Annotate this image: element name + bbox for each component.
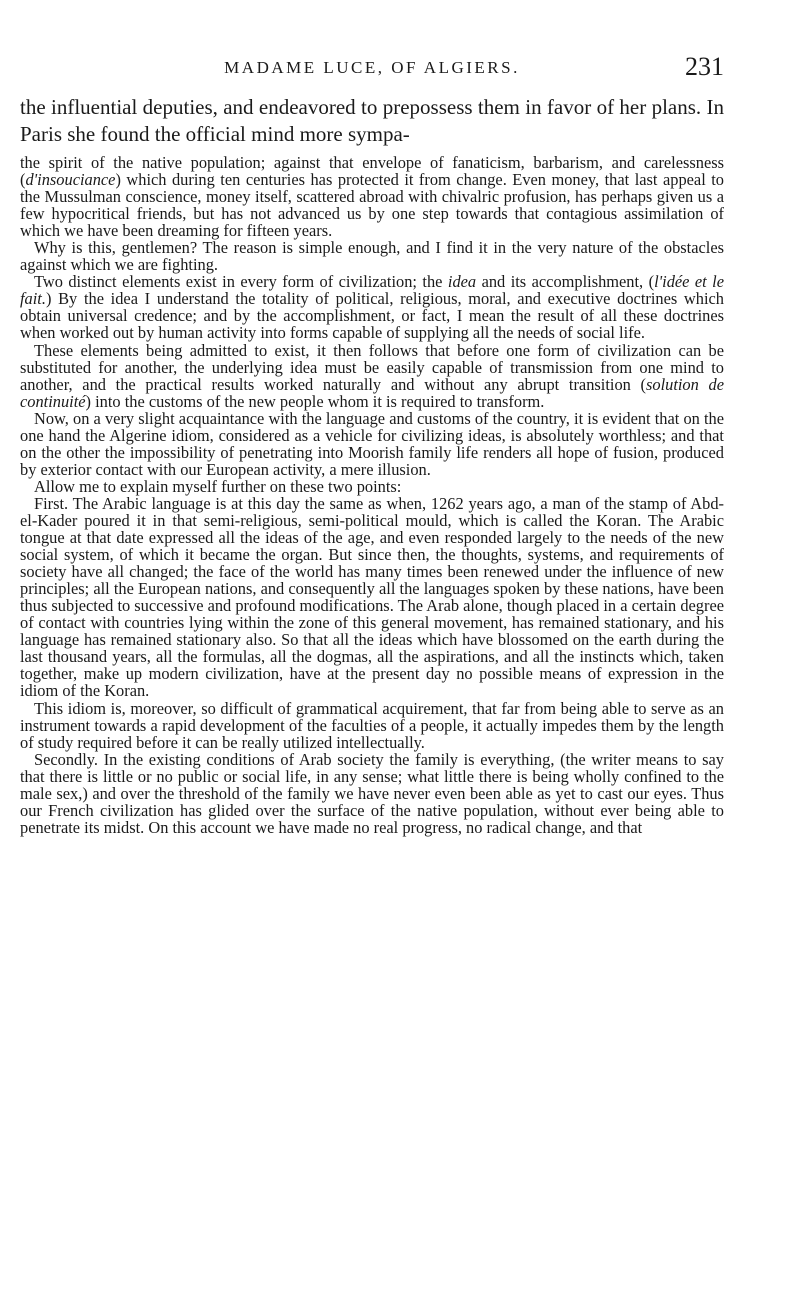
paragraph [20, 273, 724, 341]
text-run: This idiom is, moreover, so difficult of grammatical acquirement, that far from being able to serve as an instrument towards a rapid development of the faculties of a people, it actually impedes them by the length of study required before it can be really utilized intellectually. [20, 698, 724, 752]
text-run: These elements being admitted to exist, it then follows that before one form of civilization can be substituted for another, the underlying idea must be easily capable of transmission from one mind to another, and the practical results worked naturally and without any abrupt transition ( [20, 340, 724, 394]
paragraph [20, 700, 724, 751]
italic-phrase: idea [447, 272, 477, 292]
intro-text: the influential deputies, and endeavored to prepossess them in favor of her plans. In Paris she found the official mind more sympa- [20, 95, 724, 146]
italic-phrase: d'insouciance [25, 170, 116, 190]
page-number: 231 [685, 52, 724, 81]
book-page [0, 52, 796, 1295]
paragraph [20, 342, 724, 410]
text-run: Two distinct elements exist in every form of civilization; the [34, 272, 448, 292]
text-run: ) By the idea I understand the totality of political, religious, moral, and executive doctrines which obtain universal credence; and by the accomplishment, or fact, I mean the result of all these doctrines when worked out by human activity into forms capable of supplying all the needs of social life. [20, 289, 724, 343]
text-run: and its accomplishment, ( [476, 272, 655, 292]
text-run: ) which during ten centuries has protected it from change. Even money, that last appeal to the Mussulman conscience, money itself, scattered abroad with chivalric profusion, has perhaps given us a few hypocritical friends, but has not advanced us by one step towards that contagious assimilation of which we have been dreaming for fifteen years. [20, 170, 724, 241]
paragraph [20, 410, 724, 478]
text-run: the spirit of the native population; against that envelope of fanaticism, barbarism, and carelessness ( [20, 153, 724, 190]
italic-phrase: solution de continuité [20, 374, 724, 411]
text-run: Secondly. In the existing conditions of Arab society the family is everything, (the writer means to say that there is little or no public or social life, in any sense; what little there is being wholly confined to the male sex,) and over the threshold of the family we have never even been able as yet to cast our eyes. Thus our French civilization has glided over the surface of the native population, without ever being able to penetrate its midst. On this account we have made no real progress, no radical change, and that [20, 749, 724, 837]
italic-phrase: l'idée et le fait. [20, 272, 725, 309]
text-run: First. The Arabic language is at this day the same as when, 1262 years ago, a man of the stamp of Abd-el-Kader poured it in that semi-religious, semi-political mould, which is called the Koran. The Arabic tongue at that date expressed all the ideas of the age, and even responded largely to the needs of the new social system, of which it became the organ. But since then, the thoughts, systems, and requirements of society have all changed; the face of the world has many times been renewed under the influence of new principles; all the European nations, and consequently all the languages spoken by these nations, have been thus subjected to successive and profound modifications. The Arab alone, though placed in a certain degree of contact with countries lying within the zone of this general movement, has remained stationary, and his language has remained stationary also. So that all the ideas which have blossomed on the earth during the last thousand years, all the formulas, all the dogmas, all the aspirations, and all the instincts which, taken together, make up modern civilization, have at the present day no possible means of expression in the idiom of the Koran. [20, 493, 724, 701]
text-run: ) into the customs of the new people whom it is required to transform. [85, 391, 545, 411]
running-title: MADAME LUCE, OF ALGIERS. [224, 58, 520, 77]
paragraph [20, 239, 724, 273]
paragraph [20, 478, 724, 495]
text-run: Why is this, gentlemen? The reason is simple enough, and I find it in the very nature of the obstacles against which we are fighting. [20, 238, 724, 275]
paragraph [20, 751, 724, 836]
intro-paragraph [20, 94, 724, 148]
paragraph [20, 154, 724, 239]
text-run: Allow me to explain myself further on these two points: [34, 476, 402, 496]
running-header [20, 52, 724, 92]
paragraph [20, 495, 724, 700]
quoted-speech [20, 154, 724, 836]
text-run: Now, on a very slight acquaintance with the language and customs of the country, it is evident that on the one hand the Algerine idiom, considered as a vehicle for civilizing ideas, is absolutely worthless; and that on the other the impossibility of penetrating into Moorish family life renders all hope of fusion, produced by exterior contact with our European activity, a mere illusion. [20, 408, 724, 479]
